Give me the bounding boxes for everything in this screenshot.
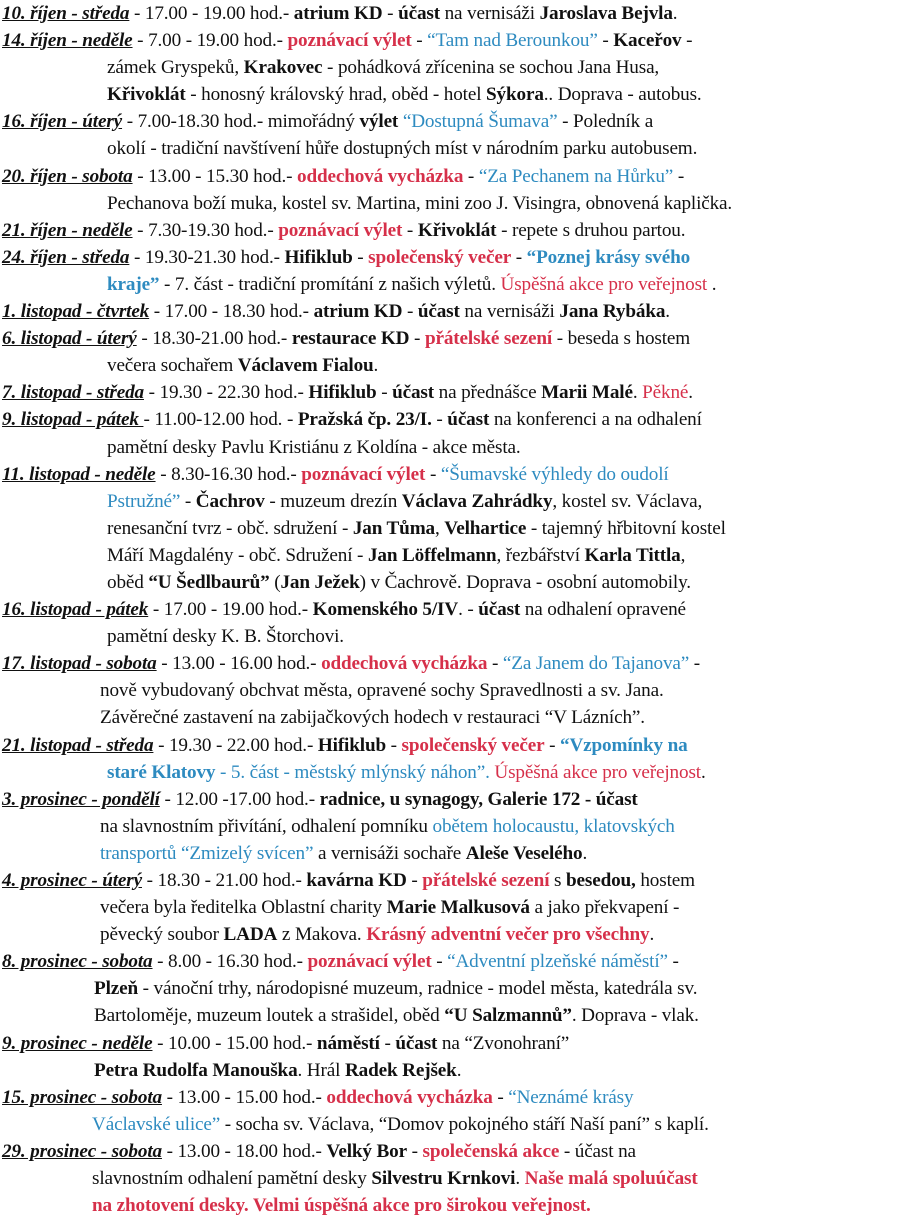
text-segment: s — [549, 870, 566, 891]
bold-name: Kaceřov — [613, 30, 682, 52]
text-segment: ) v Čachrově. Doprava - osobní automobily. — [359, 571, 691, 593]
text-segment: . — [688, 382, 693, 404]
event-entry — [2, 27, 897, 108]
event-date: 9. listopad - pátek — [2, 409, 144, 431]
bold-name: Plzeň — [94, 978, 139, 1000]
event-headline — [2, 867, 897, 894]
text-segment: . — [456, 1059, 462, 1081]
text-segment: Bartoloměje, muzeum loutek a strašidel, oběd — [94, 1005, 445, 1027]
event-entry — [2, 732, 897, 786]
event-note: Úspěšná akce pro veřejnost — [494, 761, 701, 783]
text-segment: . — [672, 3, 678, 24]
bold-name: účast — [392, 382, 434, 404]
event-type: oddechová vycházka — [321, 653, 488, 675]
text-segment: nově vybudovaný obchvat města, opravené sochy Spravedlnosti a sv. Jana. — [100, 680, 664, 702]
event-entry — [2, 1084, 897, 1138]
bold-name: Křivoklát — [417, 219, 497, 241]
text-segment: - — [689, 653, 701, 675]
text-segment: Závěrečné zastavení na zabijačkových hodech v restauraci “V Lázních”. — [100, 707, 645, 729]
bold-name: kavárna KD — [306, 870, 407, 891]
text-segment: .. Doprava - autobus. — [543, 84, 702, 106]
event-date: 8. prosinec - sobota — [2, 951, 153, 973]
event-date: 16. listopad - pátek — [2, 599, 149, 621]
bold-name: náměstí — [316, 1032, 380, 1054]
text-segment: - — [352, 246, 369, 268]
text-segment: - — [379, 1032, 396, 1054]
event-headline — [2, 379, 897, 406]
event-type: společenský večer — [368, 246, 512, 268]
event-type: přátelské sezení — [424, 328, 553, 350]
event-title: “Neznámé krásy — [508, 1086, 634, 1108]
text-segment: . — [707, 273, 717, 295]
text-segment: . Doprava - vlak. — [571, 1005, 699, 1027]
event-headline — [2, 298, 897, 325]
text-segment: - — [681, 30, 693, 52]
bold-name: radnice, u synagogy, Galerie 172 - účast — [319, 788, 638, 810]
event-title: obětem holocaustu, klatovských — [432, 815, 675, 837]
text-segment: - 17.00 - 18.30 hod.- — [149, 301, 314, 323]
bold-name: Velhartice — [444, 517, 527, 539]
bold-name: restaurace KD — [291, 328, 410, 350]
event-headline — [2, 786, 897, 813]
bold-name: Hifiklub — [317, 734, 386, 756]
event-entry — [2, 0, 897, 27]
event-type: Naše malá spoluúčast — [524, 1168, 698, 1190]
event-type: společenský večer — [401, 734, 545, 756]
bold-name: Marii Malé — [541, 382, 633, 404]
bold-name: účast — [395, 1032, 438, 1054]
text-segment: - 19.30 - 22.00 hod.- — [153, 734, 318, 756]
text-segment: - — [376, 382, 393, 404]
event-type: oddechová vycházka — [326, 1086, 493, 1108]
text-segment: - účast na — [559, 1140, 636, 1162]
text-segment: - honosný královský hrad, oběd - hotel — [185, 84, 487, 106]
event-headline — [2, 108, 897, 135]
text-segment: - 8.30-16.30 hod.- — [155, 463, 302, 485]
event-detail-line — [2, 704, 897, 731]
event-detail-line — [2, 54, 897, 81]
text-segment: - — [402, 301, 418, 323]
bold-name: účast — [398, 3, 440, 24]
event-title: “Za Pechanem na Hůrku” — [478, 165, 674, 187]
text-segment: hostem — [635, 870, 695, 891]
event-note: Pěkné — [642, 382, 689, 404]
bold-name: Jana Rybáka — [559, 301, 666, 323]
event-date: 24. říjen - středa — [2, 246, 130, 268]
text-segment: - — [385, 734, 402, 756]
event-detail-line — [2, 135, 897, 162]
text-segment: večera sochařem — [107, 355, 238, 377]
text-segment: na konferenci a na odhalení — [489, 409, 702, 431]
bold-name: Karla Tittla — [584, 544, 681, 566]
event-entry — [2, 461, 897, 596]
text-segment: - beseda s hostem — [552, 328, 691, 350]
text-segment: - 18.30-21.00 hod.- — [136, 328, 292, 350]
text-segment: - — [425, 463, 441, 485]
text-segment: - 13.00 - 16.00 hod.- — [156, 653, 322, 675]
event-date: 15. prosinec - sobota — [2, 1086, 162, 1108]
event-date: 11. listopad - neděle — [2, 463, 156, 485]
text-segment: - — [180, 490, 196, 512]
event-headline — [2, 596, 897, 623]
event-detail-line — [2, 1111, 897, 1138]
event-date: 21. říjen - neděle — [2, 219, 133, 241]
text-segment: - — [673, 165, 685, 187]
event-detail-line — [2, 542, 897, 569]
text-segment: , řezbářství — [496, 544, 585, 566]
text-segment: - — [597, 30, 614, 52]
text-segment: pamětní desky Pavlu Kristiánu z Koldína - akce města. — [107, 436, 521, 458]
event-date: 1. listopad - čtvrtek — [2, 301, 150, 323]
text-segment: okolí - tradiční navštívení hůře dostupných míst v národním parku autobusem. — [107, 138, 698, 160]
event-headline — [2, 163, 897, 190]
bold-name: Jan Ježek — [280, 571, 360, 593]
text-segment: - — [406, 219, 418, 241]
event-type: na zhotovení desky. Velmi úspěšná akce pro širokou veřejnost. — [92, 1195, 591, 1217]
text-segment: - socha sv. Václava, “Domov pokojného stáří Naší paní” s kaplí. — [220, 1113, 709, 1135]
event-detail-line — [2, 515, 897, 542]
event-detail-line — [2, 569, 897, 596]
event-title: “Adventní plzeňské náměstí” — [447, 951, 668, 973]
text-segment: - 11.00-12.00 hod. - — [143, 409, 298, 431]
event-detail-line — [2, 1192, 897, 1219]
text-segment: . — [515, 1168, 525, 1190]
event-title: “Za Janem do Tajanova” — [502, 653, 690, 675]
event-date: 20. říjen - sobota — [2, 165, 133, 187]
text-segment: renesanční tvrz - obč. sdružení - — [107, 517, 353, 539]
event-title: “Vzpomínky na — [560, 734, 688, 756]
event-entry — [2, 163, 897, 217]
text-segment: Pechanova boží muka, kostel sv. Martina, mini zoo J. Visingra, obnovená kaplička. — [107, 192, 733, 214]
event-title: “Dostupná Šumava” — [402, 111, 558, 133]
bold-name: účast — [447, 409, 490, 431]
text-segment: a jako překvapení - — [529, 897, 680, 919]
event-entry — [2, 596, 897, 650]
event-date: 3. prosinec - pondělí — [2, 788, 160, 810]
text-segment: - vánoční trhy, národopisné muzeum, radnice - model města, katedrála sv. — [138, 978, 698, 1000]
event-date: 29. prosinec - sobota — [2, 1140, 162, 1162]
text-segment: Máří Magdalény - obč. Sdružení - — [107, 544, 368, 566]
event-detail-line — [2, 840, 897, 867]
event-headline — [2, 1084, 897, 1111]
text-segment: slavnostním odhalení pamětní desky — [92, 1168, 372, 1190]
text-segment: . — [373, 355, 379, 377]
text-segment: z Makova. — [277, 924, 367, 946]
event-entry — [2, 948, 897, 1029]
bold-name: účast — [417, 301, 460, 323]
event-headline — [2, 406, 897, 433]
bold-name: atrium KD — [313, 301, 403, 323]
event-title: - 5. část - městský mlýnský náhon”. — [215, 761, 495, 783]
text-segment: . — [632, 382, 643, 404]
event-entry — [2, 1030, 897, 1084]
event-date: 4. prosinec - úterý — [2, 870, 142, 891]
event-headline — [2, 27, 897, 54]
text-segment: - 13.00 - 15.00 hod.- — [161, 1086, 327, 1108]
text-segment: - 19.30 - 22.30 hod.- — [143, 382, 309, 404]
text-segment: - Poledník a — [557, 111, 654, 133]
event-date: 10. říjen - středa — [2, 3, 130, 24]
text-segment: - — [409, 328, 425, 350]
event-entry — [2, 244, 897, 298]
bold-name: Jan Tůma — [352, 517, 435, 539]
event-headline — [2, 0, 897, 27]
bold-name: Velký Bor — [326, 1140, 407, 1162]
bold-name: “U Šedlbaurů” — [148, 571, 270, 593]
text-segment: - — [667, 951, 679, 973]
event-title: “Šumavské výhledy do oudolí — [440, 463, 669, 485]
bold-name: Silvestru Krnkovi — [371, 1168, 516, 1190]
event-detail-line — [2, 1002, 897, 1029]
bold-name: Jaroslava Bejvla — [539, 3, 673, 24]
event-detail-line — [2, 434, 897, 461]
text-segment: - — [431, 951, 448, 973]
text-segment: večera byla ředitelka Oblastní charity — [100, 897, 387, 919]
event-title: transportů “Zmizelý svícen” — [100, 842, 314, 864]
event-headline — [2, 948, 897, 975]
text-segment: - 18.30 - 21.00 hod.- — [141, 870, 307, 891]
event-detail-line — [2, 975, 897, 1002]
event-date: 16. říjen - úterý — [2, 111, 123, 133]
event-detail-line — [2, 677, 897, 704]
event-detail-line — [2, 81, 897, 108]
event-entry — [2, 108, 897, 162]
bold-name: účast — [478, 599, 521, 621]
event-entry — [2, 325, 897, 379]
text-segment: . — [582, 842, 588, 864]
event-type: poznávací výlet — [307, 951, 432, 973]
bold-name: Jan Löffelmann — [367, 544, 497, 566]
event-detail-line — [2, 1165, 897, 1192]
text-segment: pamětní desky K. B. Štorchovi. — [107, 626, 344, 648]
text-segment: na odhalení opravené — [520, 599, 686, 621]
event-date: 6. listopad - úterý — [2, 328, 137, 350]
bold-name: Sýkora — [486, 84, 544, 106]
event-detail-line — [2, 921, 897, 948]
bold-name: Hifiklub — [284, 246, 353, 268]
event-entry — [2, 786, 897, 867]
bold-name: Čachrov — [195, 490, 265, 512]
text-segment: , — [434, 517, 445, 539]
text-segment: - — [406, 1140, 423, 1162]
event-type: poznávací výlet — [278, 219, 407, 241]
text-segment: . - — [458, 599, 479, 621]
event-headline — [2, 1138, 897, 1165]
bold-name: Křivoklát — [107, 84, 186, 106]
event-type: Krásný adventní večer pro všechny — [366, 924, 650, 946]
text-segment: - 17.00 - 19.00 hod.- — [129, 3, 294, 24]
event-entry — [2, 298, 897, 325]
text-segment: , kostel sv. Václava, — [552, 490, 703, 512]
text-segment: - 13.00 - 18.00 hod.- — [161, 1140, 327, 1162]
text-segment: , — [680, 544, 686, 566]
event-entry — [2, 406, 897, 460]
text-segment: - 12.00 -17.00 hod.- — [159, 788, 320, 810]
text-segment: - — [431, 409, 448, 431]
bold-name: Václava Zahrádky — [401, 490, 553, 512]
event-date: 9. prosinec - neděle — [2, 1032, 153, 1054]
event-headline — [2, 244, 897, 271]
text-segment: - 7. část - tradiční promítání z našich výletů. — [159, 273, 501, 295]
text-segment: na “Zvonohraní” — [437, 1032, 570, 1054]
event-detail-line — [2, 894, 897, 921]
bold-name: LADA — [223, 924, 278, 946]
text-segment: - 17.00 - 19.00 hod.- — [148, 599, 313, 621]
event-type: poznávací výlet — [301, 463, 426, 485]
event-headline — [2, 461, 897, 488]
text-segment: - — [406, 870, 423, 891]
event-detail-line — [2, 488, 897, 515]
text-segment: - 7.00-18.30 hod.- mimořádný — [122, 111, 360, 133]
text-segment: na přednášce — [433, 382, 542, 404]
event-detail-line — [2, 1057, 897, 1084]
text-segment: ( — [269, 571, 281, 593]
text-segment: zámek Gryspeků, — [107, 57, 244, 79]
event-detail-line — [2, 190, 897, 217]
event-date: 17. listopad - sobota — [2, 653, 157, 675]
event-headline — [2, 732, 897, 759]
text-segment: . — [700, 761, 706, 783]
event-headline — [2, 325, 897, 352]
text-segment: - 19.30-21.30 hod.- — [129, 246, 285, 268]
text-segment: - pohádková zřícenina se sochou Jana Husa, — [322, 57, 660, 79]
text-segment: na vernisáži — [439, 3, 540, 24]
bold-name: atrium KD — [293, 3, 383, 24]
event-type: přátelské sezení — [422, 870, 550, 891]
bold-name: Pražská čp. 23/I. — [297, 409, 432, 431]
event-title: “Poznej krásy svého — [526, 246, 691, 268]
event-title: “Tam nad Berounkou” — [427, 30, 598, 52]
event-entry — [2, 217, 897, 244]
event-headline — [2, 650, 897, 677]
text-segment: - — [511, 246, 527, 268]
text-segment: - 7.00 - 19.00 hod.- — [132, 30, 288, 52]
event-title: kraje” — [107, 273, 160, 295]
bold-name: Petra Rudolfa Manouška — [94, 1059, 298, 1081]
event-entry — [2, 867, 897, 948]
text-segment: na slavnostním přivítání, odhalení pomníku — [100, 815, 433, 837]
bold-name: besedou, — [566, 870, 636, 891]
bold-name: Radek Rejšek — [344, 1059, 457, 1081]
text-segment: . — [649, 924, 655, 946]
bold-name: Aleše Veselého — [465, 842, 583, 864]
event-type: společenská akce — [422, 1140, 560, 1162]
bold-name: Krakovec — [243, 57, 323, 79]
text-segment: - 13.00 - 15.30 hod.- — [132, 165, 297, 187]
text-segment: - — [487, 653, 503, 675]
text-segment: - 10.00 - 15.00 hod.- — [152, 1032, 317, 1054]
text-segment: a vernisáži sochaře — [313, 842, 466, 864]
event-type: poznávací výlet — [287, 30, 412, 52]
bold-name: Komenského 5/IV — [312, 599, 459, 621]
text-segment: - muzeum drezín — [264, 490, 402, 512]
text-segment: oběd — [107, 571, 149, 593]
event-date: 7. listopad - středa — [2, 382, 144, 404]
event-type: oddechová vycházka — [297, 165, 464, 187]
event-title: Václavské ulice” — [92, 1113, 221, 1135]
bold-name: “U Salzmannů” — [444, 1005, 572, 1027]
text-segment: . — [665, 301, 670, 323]
event-entry — [2, 379, 897, 406]
text-segment: - — [382, 3, 399, 24]
bold-name: Václavem Fialou — [237, 355, 374, 377]
text-segment: na vernisáži — [459, 301, 560, 323]
event-entry — [2, 650, 897, 731]
text-segment: . Hrál — [297, 1059, 345, 1081]
text-segment: - tajemný hřbitovní kostel — [526, 517, 726, 539]
event-detail-line — [2, 813, 897, 840]
text-segment: - 8.00 - 16.30 hod.- — [152, 951, 308, 973]
text-segment: - — [411, 30, 428, 52]
text-segment: - — [492, 1086, 509, 1108]
event-date: 21. listopad - středa — [2, 734, 154, 756]
text-segment: - 7.30-19.30 hod.- — [132, 219, 279, 241]
text-segment: pěvecký soubor — [100, 924, 224, 946]
event-date: 14. říjen - neděle — [2, 30, 133, 52]
event-entry — [2, 1138, 897, 1219]
text-segment: - — [463, 165, 479, 187]
text-segment: - repete s druhou partou. — [496, 219, 686, 241]
event-detail-line — [2, 759, 897, 786]
event-note: Úspěšná akce pro veřejnost — [500, 273, 708, 295]
text-segment: - — [544, 734, 560, 756]
bold-name: Hifiklub — [308, 382, 377, 404]
event-headline — [2, 1030, 897, 1057]
event-detail-line — [2, 271, 897, 298]
bold-name: výlet — [359, 111, 399, 133]
event-title: Pstružné” — [107, 490, 181, 512]
event-title: staré Klatovy — [107, 761, 216, 783]
event-detail-line — [2, 623, 897, 650]
event-headline — [2, 217, 897, 244]
bold-name: Marie Malkusová — [386, 897, 530, 919]
event-detail-line — [2, 352, 897, 379]
